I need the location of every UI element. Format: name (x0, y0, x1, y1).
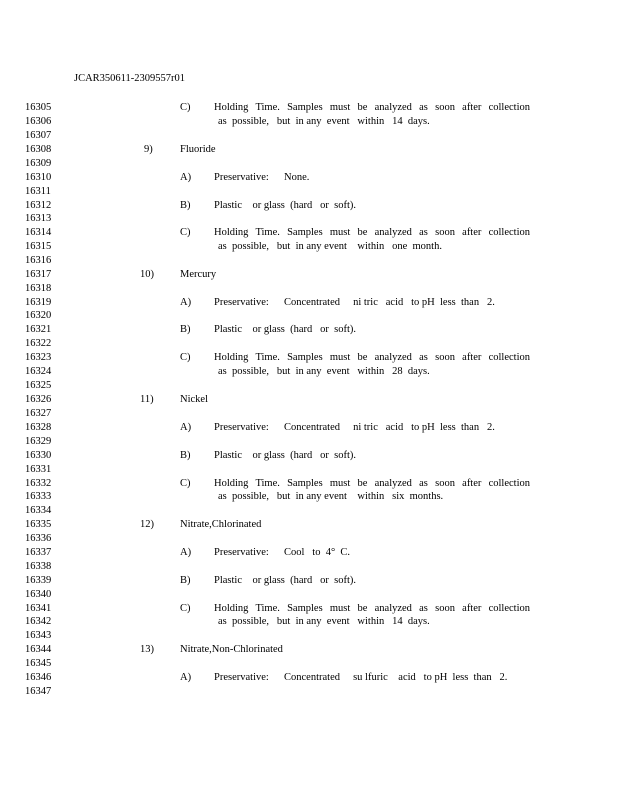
line-number: 16334 (25, 505, 52, 516)
line-number: 16346 (25, 672, 52, 683)
item-title: Fluoride (180, 144, 216, 155)
subitem-marker: A) (180, 172, 192, 183)
holding-time-text: Holding Time. Samples must be analyzed as soon after collection (214, 478, 530, 489)
line-number: 16337 (25, 547, 52, 558)
line-number: 16308 (25, 144, 52, 155)
line-number: 16311 (25, 186, 51, 197)
line-number: 16315 (25, 241, 52, 252)
subitem-marker: C) (180, 478, 191, 489)
line-number: 16343 (25, 630, 52, 641)
subitem-marker: B) (180, 575, 191, 586)
line-number: 16310 (25, 172, 52, 183)
line-number: 16305 (25, 102, 52, 113)
holding-time-text: Holding Time. Samples must be analyzed as soon after collection (214, 102, 530, 113)
container-text: Plastic or glass (hard or soft). (214, 324, 357, 335)
line-number: 16332 (25, 478, 52, 489)
item-number: 10) (140, 269, 154, 280)
item-title: Mercury (180, 269, 217, 280)
line-number: 16306 (25, 116, 52, 127)
holding-time-text-cont: as possible, but in any event within 14 days. (218, 116, 430, 127)
line-number: 16312 (25, 200, 52, 211)
holding-time-text-cont: as possible, but in any event within six months. (218, 491, 444, 502)
subitem-marker: B) (180, 200, 191, 211)
line-number: 16345 (25, 658, 52, 669)
line-number: 16326 (25, 394, 52, 405)
line-number: 16335 (25, 519, 52, 530)
holding-time-text: Holding Time. Samples must be analyzed as soon after collection (214, 352, 530, 363)
container-text: Plastic or glass (hard or soft). (214, 200, 357, 211)
line-number: 16333 (25, 491, 52, 502)
item-title: Nitrate,Chlorinated (180, 519, 262, 530)
preservative-value: Concentrated su lfuric acid to pH less than 2. (284, 672, 508, 683)
line-number: 16318 (25, 283, 52, 294)
line-number: 16331 (25, 464, 52, 475)
line-number: 16307 (25, 130, 52, 141)
preservative-label: Preservative: (214, 547, 269, 558)
item-number: 11) (140, 394, 154, 405)
subitem-marker: C) (180, 603, 191, 614)
line-number: 16342 (25, 616, 52, 627)
item-number: 12) (140, 519, 154, 530)
line-number: 16341 (25, 603, 52, 614)
container-text: Plastic or glass (hard or soft). (214, 450, 357, 461)
line-number: 16309 (25, 158, 52, 169)
line-number: 16323 (25, 352, 52, 363)
holding-time-text: Holding Time. Samples must be analyzed as soon after collection (214, 603, 530, 614)
line-number: 16339 (25, 575, 52, 586)
preservative-label: Preservative: (214, 672, 269, 683)
holding-time-text-cont: as possible, but in any event within 28 days. (218, 366, 430, 377)
line-number: 16340 (25, 589, 52, 600)
line-number: 16344 (25, 644, 52, 655)
subitem-marker: B) (180, 324, 191, 335)
holding-time-text-cont: as possible, but in any event within one month. (218, 241, 442, 252)
holding-time-text-cont: as possible, but in any event within 14 days. (218, 616, 430, 627)
preservative-label: Preservative: (214, 297, 269, 308)
item-number: 9) (144, 144, 153, 155)
line-number: 16314 (25, 227, 52, 238)
subitem-marker: B) (180, 450, 191, 461)
line-number: 16320 (25, 310, 52, 321)
line-number: 16338 (25, 561, 52, 572)
item-title: Nickel (180, 394, 208, 405)
preservative-value: None. (284, 172, 310, 183)
line-number: 16319 (25, 297, 52, 308)
preservative-value: Concentrated ni tric acid to pH less than 2. (284, 297, 495, 308)
line-number: 16330 (25, 450, 52, 461)
line-number: 16328 (25, 422, 52, 433)
line-number: 16324 (25, 366, 52, 377)
subitem-marker: C) (180, 227, 191, 238)
line-number: 16327 (25, 408, 52, 419)
preservative-value: Cool to 4° C. (284, 547, 351, 558)
document-header: JCAR350611-2309557r01 (74, 73, 186, 84)
subitem-marker: C) (180, 352, 191, 363)
holding-time-text: Holding Time. Samples must be analyzed as soon after collection (214, 227, 530, 238)
line-number: 16336 (25, 533, 52, 544)
line-number: 16313 (25, 213, 52, 224)
item-number: 13) (140, 644, 154, 655)
line-number: 16321 (25, 324, 52, 335)
item-title: Nitrate,Non-Chlorinated (180, 644, 283, 655)
line-number: 16317 (25, 269, 52, 280)
line-number: 16347 (25, 686, 52, 697)
line-number: 16322 (25, 338, 52, 349)
subitem-marker: A) (180, 297, 192, 308)
preservative-label: Preservative: (214, 422, 269, 433)
line-number: 16329 (25, 436, 52, 447)
subitem-marker: A) (180, 547, 192, 558)
preservative-label: Preservative: (214, 172, 269, 183)
line-number: 16316 (25, 255, 52, 266)
subitem-marker: A) (180, 672, 192, 683)
subitem-marker: C) (180, 102, 191, 113)
preservative-value: Concentrated ni tric acid to pH less than 2. (284, 422, 495, 433)
line-number: 16325 (25, 380, 52, 391)
container-text: Plastic or glass (hard or soft). (214, 575, 357, 586)
subitem-marker: A) (180, 422, 192, 433)
